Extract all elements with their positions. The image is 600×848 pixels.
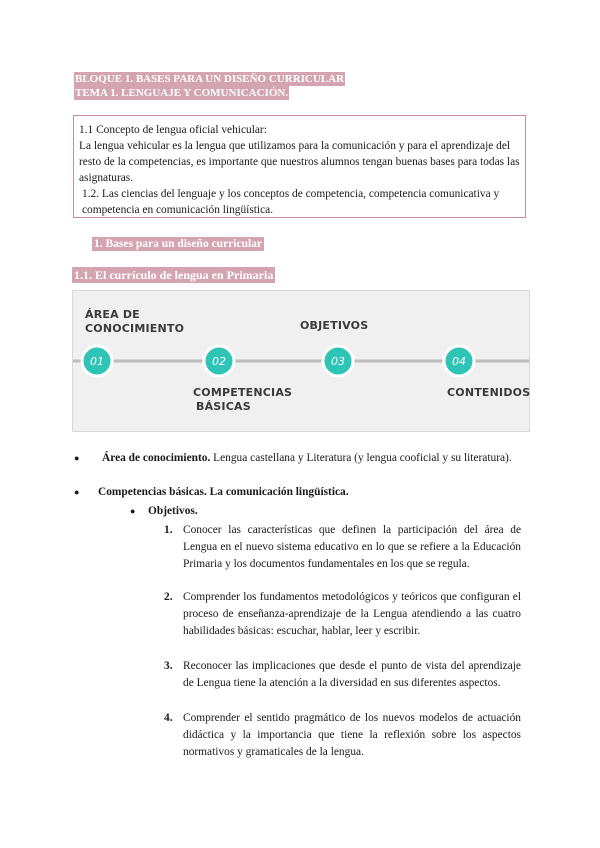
svg-text:02: 02: [212, 355, 226, 368]
node-01: [82, 346, 112, 376]
label-competencias: COMPETENCIAS BÁSICAS: [193, 386, 293, 413]
list-item-area: ● Área de conocimiento. Lengua castellana y Literatura (y lengua cooficial y su literatura).: [74, 452, 512, 464]
node-04: [444, 346, 474, 376]
node-02: [204, 346, 234, 376]
intro-box: [73, 115, 526, 218]
bloque-title: BLOQUE 1. BASES PARA UN DISEÑO CURRICULAR: [75, 73, 345, 85]
svg-text:03: 03: [331, 355, 345, 368]
box-paragraph: La lengua vehicular es la lengua que utilizamos para la comunicación y para el aprendizaje del resto de la competencias, es importante que nuestros alumnos tengan buenas bases para todas las asignaturas.: [79, 140, 520, 184]
section-heading-1-1: 1.1. El currículo de lengua en Primaria: [74, 268, 274, 282]
label-contenidos: CONTENIDOS: [447, 386, 531, 399]
svg-text:01: 01: [90, 355, 104, 368]
section-heading-1: 1. Bases para un diseño curricular: [94, 238, 263, 250]
label-objetivos: OBJETIVOS: [300, 319, 369, 332]
objective-1: 1. Conocer las características que definen la participación del área de Lengua en el nuevo sistema educativo en lo que se refiere a la Educación Primaria y los documentos fundamentales en los que se regula.: [164, 524, 521, 570]
list-item-competencias: ● Competencias básicas. La comunicación lingüística.: [74, 486, 349, 498]
objective-4: 4. Comprender el sentido pragmático de los nuevos modelos de actuación didáctica y la importancia que tiene la reflexión sobre los aspectos normativos y gramaticales de la lengua.: [164, 712, 521, 758]
list-item-objetivos: ● Objetivos.: [130, 505, 198, 517]
tema-title: TEMA 1. LENGUAJE Y COMUNICACIÓN.: [75, 87, 289, 99]
curriculum-list: [72, 450, 532, 761]
node-03: [323, 346, 353, 376]
curriculum-diagram: [72, 290, 530, 432]
svg-text:04: 04: [452, 355, 466, 368]
objective-3: 3. Reconocer las implicaciones que desde el punto de vista del aprendizaje de Lengua tiene la atención a la diversidad en sus diferentes aspectos.: [164, 660, 521, 689]
document-header: [74, 72, 345, 100]
objective-2: 2. Comprender los fundamentos metodológicos y teóricos que configuran el proceso de enseñanza-aprendizaje de la Lengua atendiendo a las cuatro habilidades básicas: escuchar, hablar, leer y escribir.: [164, 591, 521, 637]
box-line-2: 1.2. Las ciencias del lenguaje y los conceptos de competencia, competencia comunicativa y competencia en comunicación lingüística.: [82, 188, 500, 216]
label-area-conocimiento: ÁREA DE CONOCIMIENTO: [85, 308, 185, 335]
box-line-1: 1.1 Concepto de lengua oficial vehicular:: [79, 124, 267, 136]
